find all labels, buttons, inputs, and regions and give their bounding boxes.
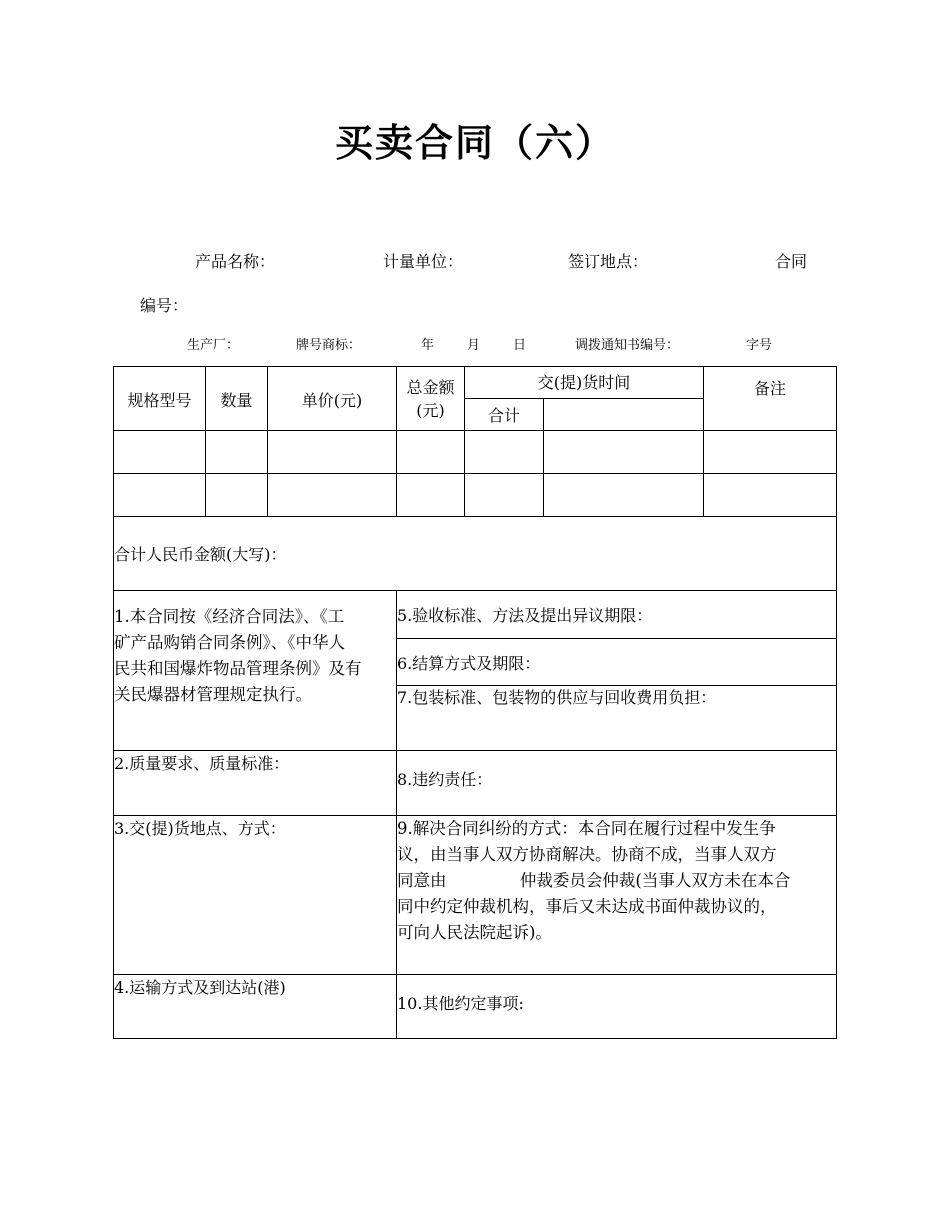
- document-title: 买卖合同（六）: [334, 121, 615, 165]
- clause-6: 6.结算方式及期限：: [397, 654, 541, 673]
- clause-1: [114, 604, 362, 708]
- product-name-label: 产品名称：: [195, 252, 276, 271]
- clause-1-line: 1.本合同按《经济合同法》、《工: [114, 607, 345, 626]
- header-delivery-time: 交(提)货时间: [537, 373, 631, 392]
- clause-8: 8.违约责任：: [397, 770, 493, 789]
- clause-1-line: 关民爆器材管理规定执行。: [114, 685, 312, 704]
- clause-9-line: 同中约定仲裁机构，事后又未达成书面仲裁协议的，: [397, 897, 777, 916]
- unit-label: 计量单位：: [383, 252, 464, 271]
- header-total-b: (元): [416, 401, 445, 420]
- year-label: 年: [421, 338, 435, 353]
- notice-no-label: 调拨通知书编号：: [575, 338, 680, 353]
- clause-9: [397, 816, 790, 946]
- contract-no-label-b: 编号：: [140, 296, 189, 315]
- clause-3: 3.交(提)货地点、方式：: [114, 819, 286, 838]
- clause-7: 7.包装标准、包装物的供应与回收费用负担：: [397, 688, 717, 707]
- header-total-a: 总金额: [406, 378, 455, 397]
- clause-10: 10.其他约定事项:: [397, 994, 524, 1013]
- clause-5: 5.验收标准、方法及提出异议期限：: [397, 606, 653, 625]
- header-remark: 备注: [753, 379, 786, 398]
- contract-no-label-a: 合同: [775, 252, 808, 271]
- manufacturer-label: 生产厂：: [187, 338, 240, 353]
- clause-2: 2.质量要求、质量标准：: [114, 754, 290, 773]
- zihao-label: 字号: [746, 338, 773, 353]
- clause-9-line: 可向人民法院起诉)。: [397, 923, 552, 942]
- header-spec: 规格型号: [127, 391, 192, 410]
- brand-label: 牌号商标：: [296, 338, 362, 353]
- clause-9-line: 同意由 仲裁委员会仲裁(当事人双方未在本合: [397, 871, 791, 890]
- month-label: 月: [467, 338, 481, 353]
- header-qty: 数量: [220, 391, 253, 410]
- clause-1-line: 民共和国爆炸物品管理条例》及有: [114, 659, 362, 678]
- day-label: 日: [513, 338, 527, 353]
- sign-place-label: 签订地点：: [568, 252, 649, 271]
- header-subtotal: 合计: [487, 406, 520, 425]
- header-price: 单价(元): [301, 391, 363, 410]
- rmb-total-label: 合计人民币金额(大写)：: [114, 545, 287, 564]
- clause-4: 4.运输方式及到达站(港): [114, 978, 286, 997]
- clause-1-line: 矿产品购销合同条例》、《中华人: [114, 633, 345, 652]
- clause-9-line: 议，由当事人双方协商解决。协商不成，当事人双方: [397, 845, 777, 864]
- clause-9-line: 9.解决合同纠纷的方式：本合同在履行过程中发生争: [397, 819, 776, 838]
